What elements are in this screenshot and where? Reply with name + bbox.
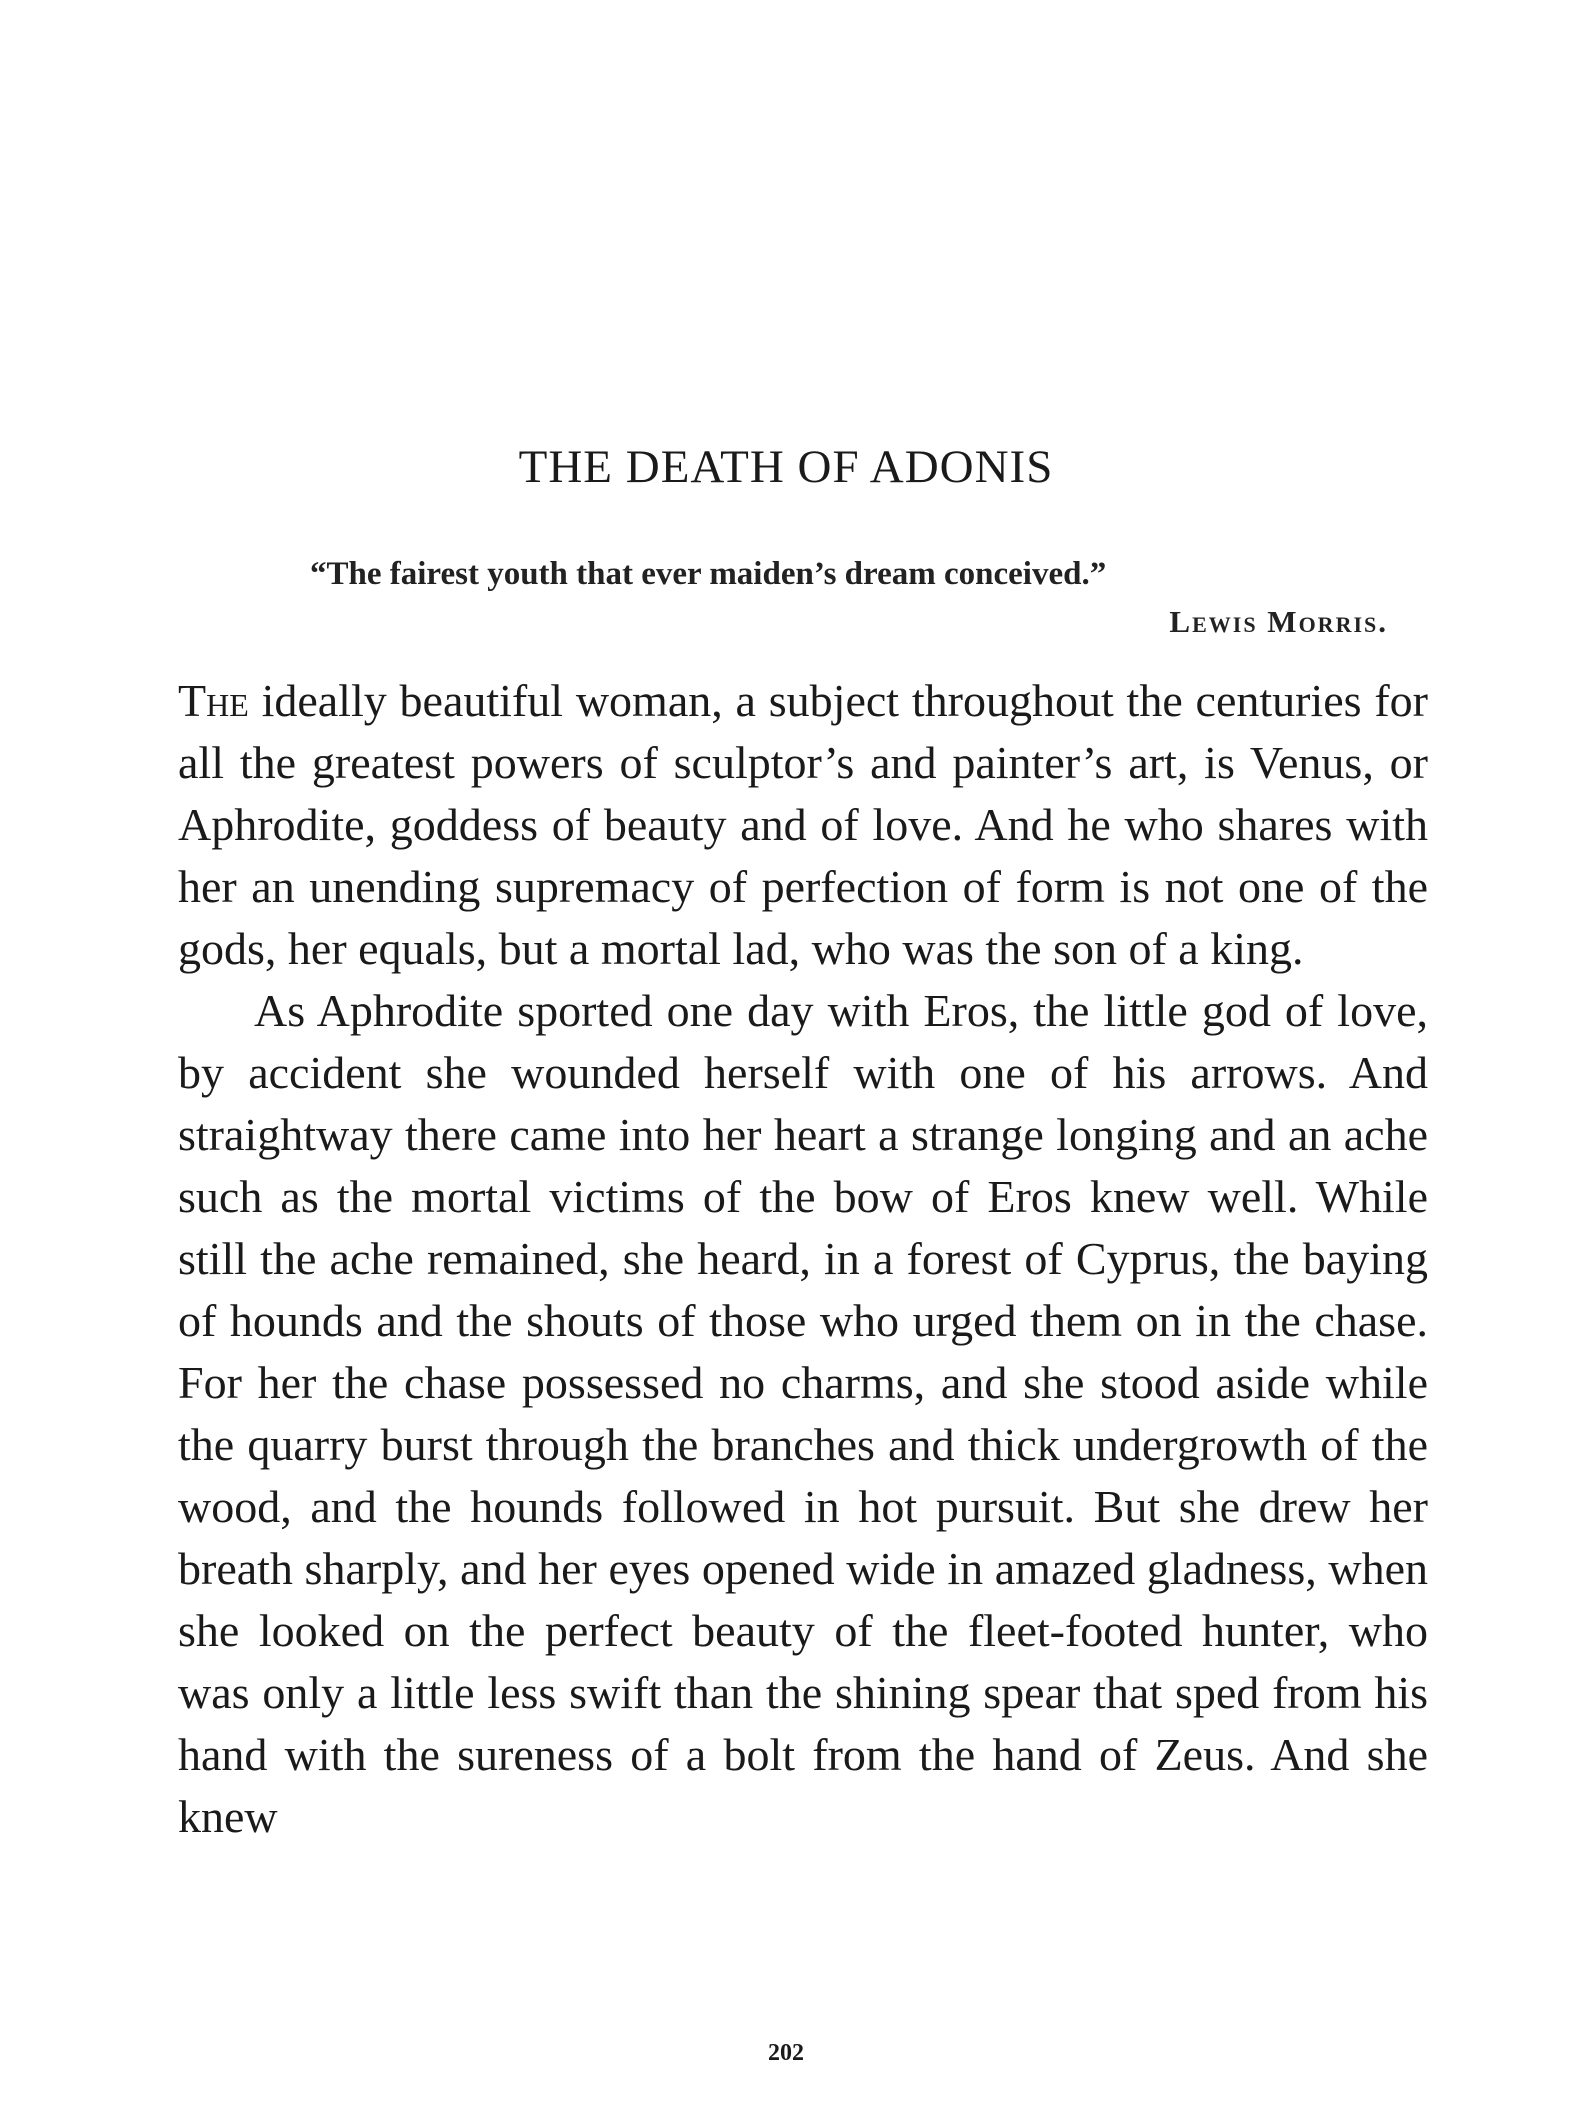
chapter-title: THE DEATH OF ADONIS	[518, 441, 1054, 493]
epigraph-quote: “The fairest youth that ever maiden’s dream conceived.”	[310, 556, 1107, 592]
body-text	[178, 670, 1428, 1848]
page-number: 202	[768, 2040, 804, 2066]
epigraph-attribution: Lewis Morris.	[1169, 604, 1388, 639]
lead-word: The	[178, 675, 249, 726]
paragraph: As Aphrodite sported one day with Eros, the little god of love, by accident she wounded herself with one of his arrows. And straightway there came into her heart a strange longing and an ache such as the mortal victims of the bow of Eros knew well. While still the ache remained, she heard, in a forest of Cyprus, the baying of hounds and the shouts of those who urged them on in the chase. For her the chase possessed no charms, and she stood aside while the quarry burst through the branches and thick undergrowth of the wood, and the hounds followed in hot pursuit. But she drew her breath sharply, and her eyes opened wide in amazed gladness, when she looked on the perfect beauty of the fleet-footed hunter, who was only a little less swift than the shining spear that sped from his hand with the sureness of a bolt from the hand of Zeus. And she knew	[178, 985, 1428, 1842]
paragraph-text: ideally beautiful woman, a subject throughout the centuries for all the greatest powers of sculptor’s and painter’s art, is Venus, or Aphrodite, goddess of beauty and of love. And he who shares with her an unending supremacy of perfection of form is not one of the gods, her equals, but a mortal lad, who was the son of a king.	[178, 675, 1428, 974]
paragraph	[178, 670, 1428, 980]
